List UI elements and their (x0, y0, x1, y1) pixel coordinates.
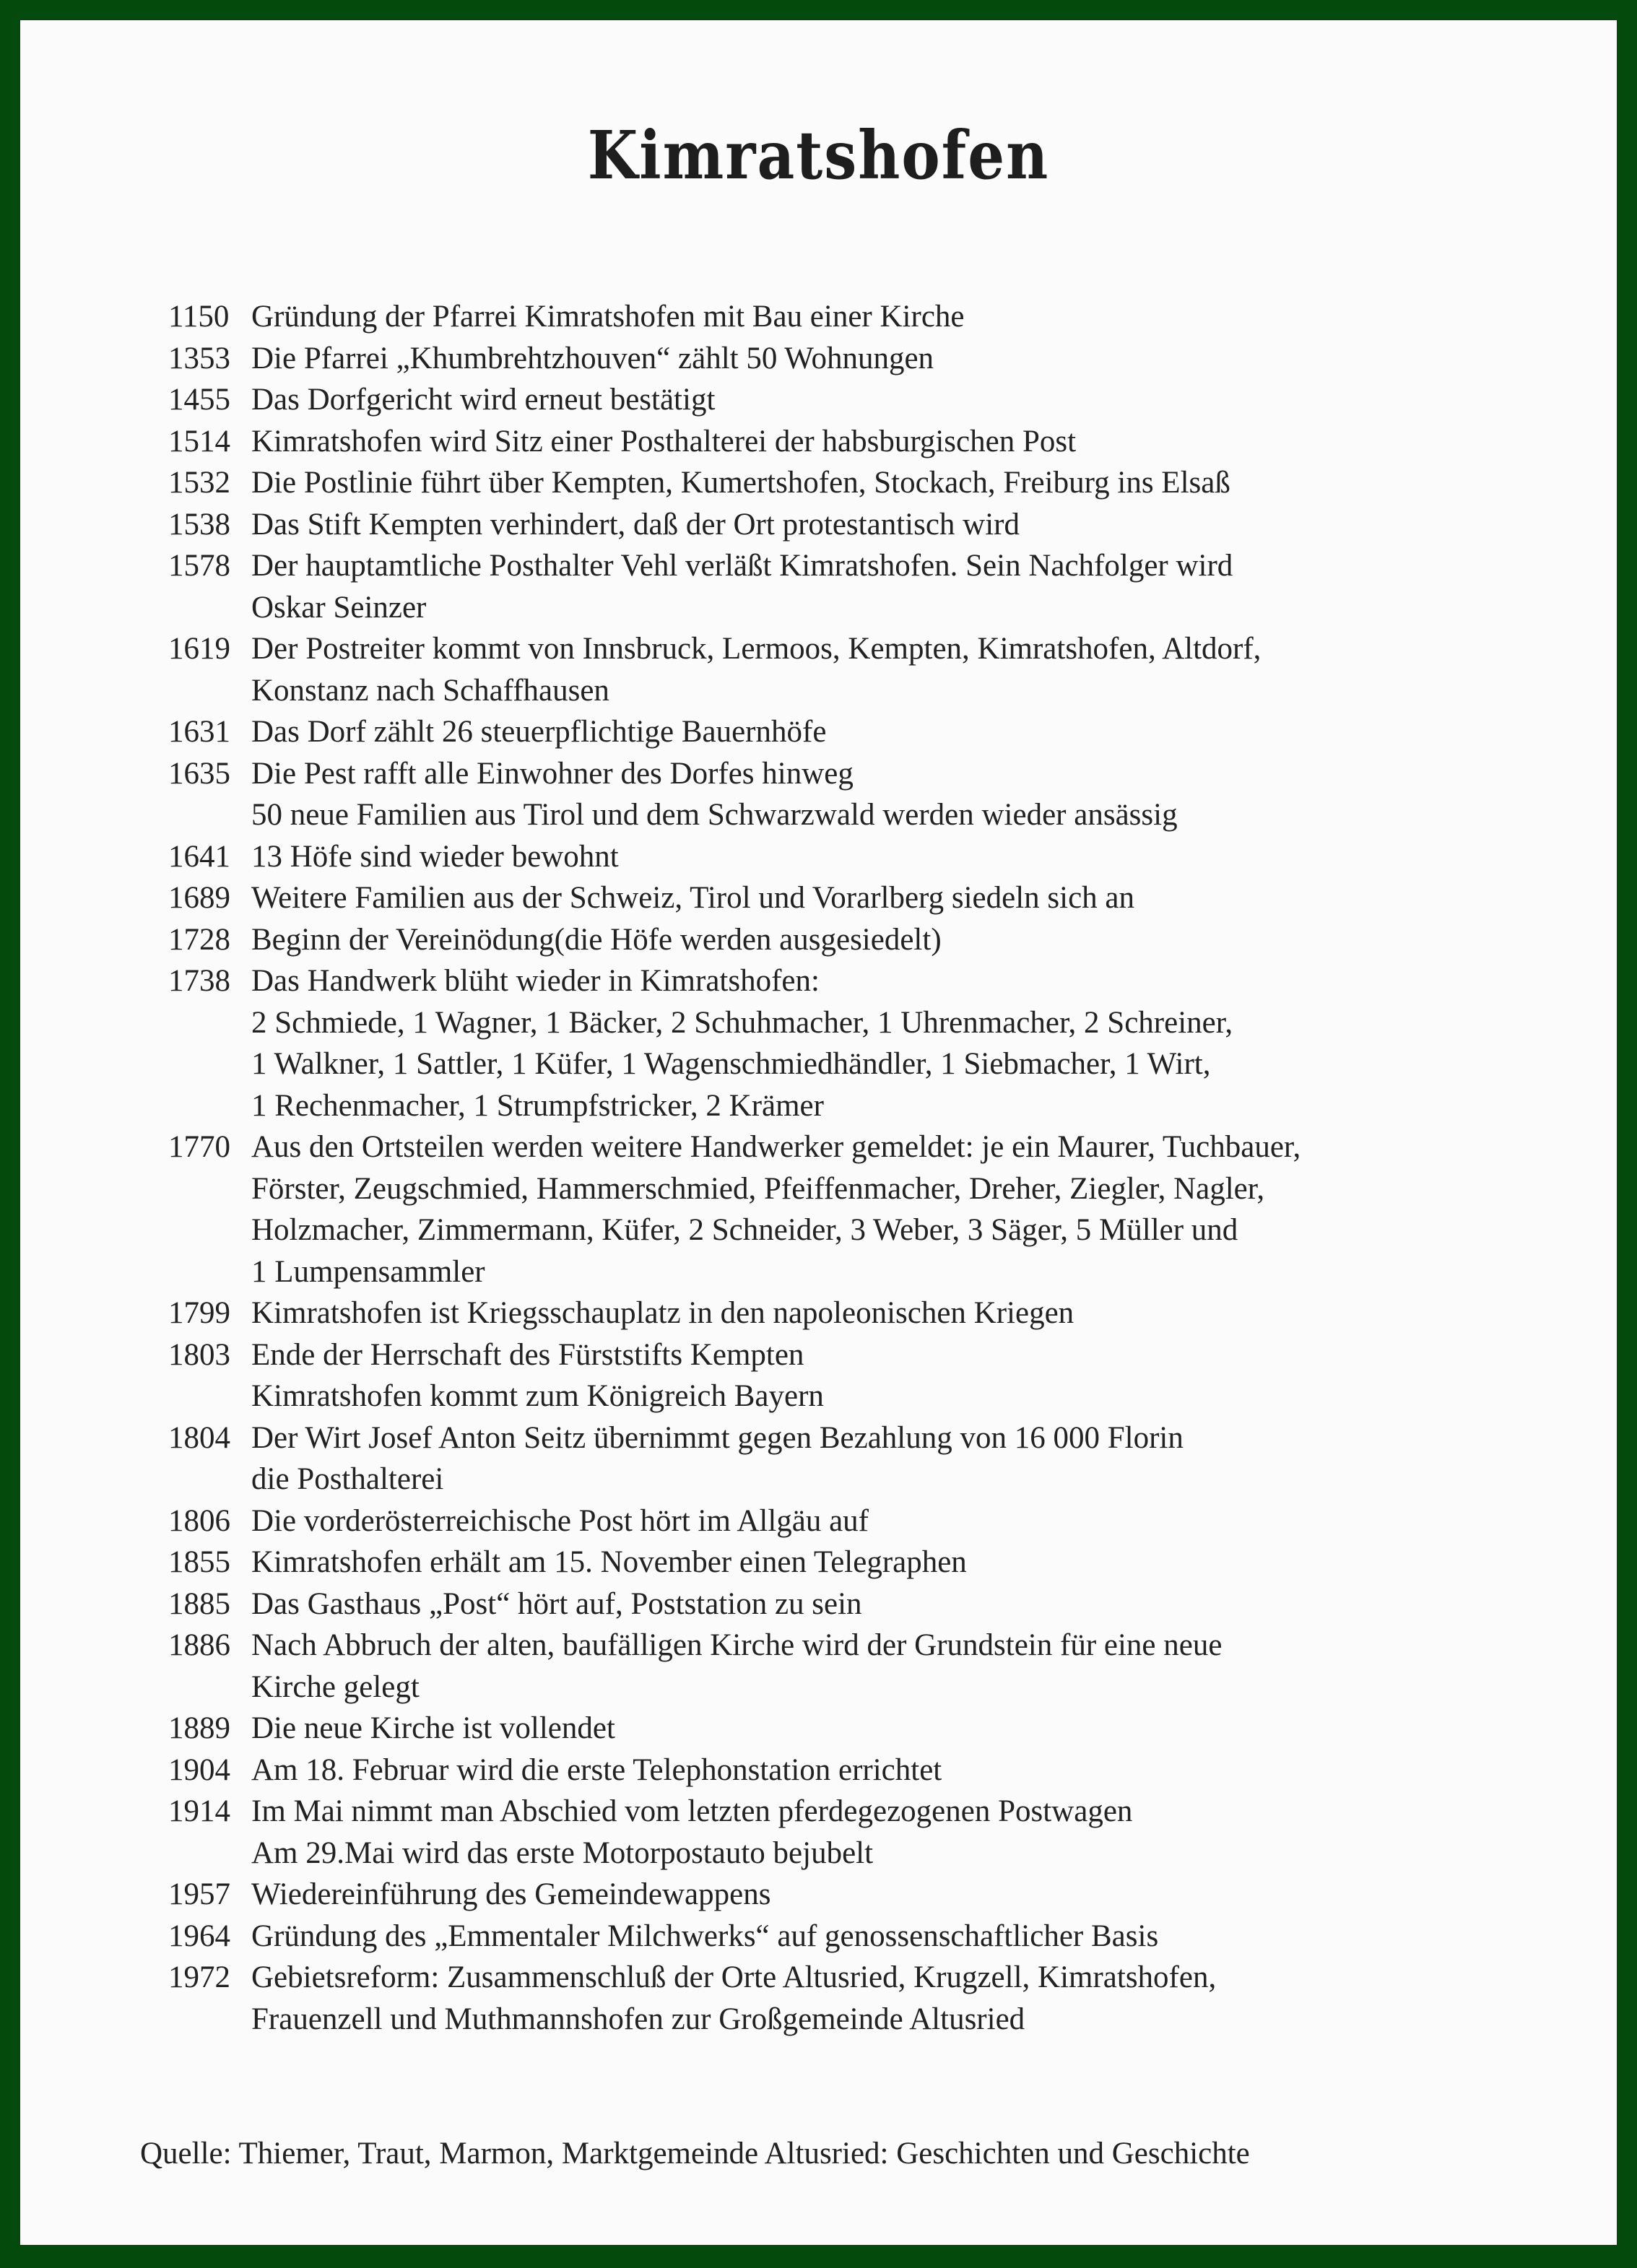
entry-line: 1 Rechenmacher, 1 Strumpfstricker, 2 Krämer (251, 1088, 824, 1123)
entry-text (251, 1334, 1553, 1417)
timeline-entry (144, 421, 1553, 463)
entry-text (251, 504, 1553, 546)
entry-line: Die Postlinie führt über Kempten, Kumertshofen, Stockach, Freiburg ins Elsaß (251, 466, 1230, 500)
entry-text (251, 836, 1553, 878)
entry-text (251, 1126, 1553, 1292)
entry-year: 1738 (168, 964, 230, 998)
entry-line: Aus den Ortsteilen werden weitere Handwerker gemeldet: je ein Maurer, Tuchbauer, (251, 1130, 1301, 1164)
entry-year: 1353 (168, 341, 230, 375)
entry-line: Am 18. Februar wird die erste Telephonstation errichtet (251, 1752, 942, 1787)
timeline-entry (144, 504, 1553, 546)
entry-text (251, 338, 1553, 380)
entry-line: Die Pest rafft alle Einwohner des Dorfes hinweg (251, 756, 854, 791)
timeline-entry (144, 1750, 1553, 1791)
entry-year: 1455 (168, 383, 230, 417)
entry-line: Kimratshofen wird Sitz einer Posthalterei der habsburgischen Post (251, 424, 1077, 459)
timeline-entry (144, 960, 1553, 1126)
entry-text (251, 1750, 1553, 1791)
entry-text (251, 1708, 1553, 1750)
entry-year: 1885 (168, 1586, 230, 1621)
entry-year: 1957 (168, 1877, 230, 1911)
entry-text (251, 1957, 1553, 2040)
entry-line: Das Dorfgericht wird erneut bestätigt (251, 383, 716, 417)
entry-line: Wiedereinführung des Gemeindewappens (251, 1877, 771, 1911)
entry-year: 1728 (168, 922, 230, 957)
entry-year: 1532 (168, 466, 230, 500)
entry-line: Förster, Zeugschmied, Hammerschmied, Pfeiffenmacher, Dreher, Ziegler, Nagler, (251, 1171, 1265, 1206)
timeline-entry (144, 1583, 1553, 1625)
entry-year: 1641 (168, 839, 230, 874)
entry-year: 1689 (168, 881, 230, 915)
entry-line: Ende der Herrschaft des Fürststifts Kempten (251, 1337, 804, 1372)
entry-text (251, 1874, 1553, 1916)
entry-year: 1578 (168, 549, 230, 583)
entry-year: 1972 (168, 1960, 230, 1994)
entry-line: Gründung des „Emmentaler Milchwerks“ auf genossenschaftlicher Basis (251, 1919, 1159, 1953)
timeline (144, 296, 1553, 2040)
entry-year: 1806 (168, 1503, 230, 1538)
timeline-entry (144, 836, 1553, 878)
timeline-entry (144, 1500, 1553, 1542)
entry-line: 50 neue Familien aus Tirol und dem Schwarzwald werden wieder ansässig (251, 798, 1178, 832)
entry-line: Am 29.Mai wird das erste Motorpostauto bejubelt (251, 1835, 874, 1870)
entry-line: Frauenzell und Muthmannshofen zur Großgemeinde Altusried (251, 2002, 1025, 2036)
entry-year: 1889 (168, 1711, 230, 1745)
timeline-entry (144, 1874, 1553, 1916)
entry-text (251, 1916, 1553, 1958)
entry-line: Konstanz nach Schaffhausen (251, 673, 609, 708)
entry-line: die Posthalterei (251, 1462, 444, 1496)
entry-line: Kirche gelegt (251, 1669, 420, 1704)
entry-text (251, 1500, 1553, 1542)
entry-text (251, 1417, 1553, 1500)
timeline-entry (144, 1625, 1553, 1708)
entry-text (251, 421, 1553, 463)
timeline-entry (144, 1708, 1553, 1750)
entry-year: 1799 (168, 1296, 230, 1330)
entry-line: Das Dorf zählt 26 steuerpflichtige Bauernhöfe (251, 715, 827, 749)
entry-line: Die vorderösterreichische Post hört im Allgäu auf (251, 1503, 869, 1538)
timeline-entry (144, 1916, 1553, 1958)
timeline-entry (144, 1957, 1553, 2040)
timeline-entry (144, 1334, 1553, 1417)
entry-line: Im Mai nimmt man Abschied vom letzten pferdegezogenen Postwagen (251, 1794, 1133, 1828)
entry-year: 1770 (168, 1130, 230, 1164)
entry-line: 13 Höfe sind wieder bewohnt (251, 839, 619, 874)
entry-year: 1631 (168, 715, 230, 749)
entry-line: Oskar Seinzer (251, 590, 427, 625)
entry-text (251, 545, 1553, 628)
entry-text (251, 462, 1553, 504)
entry-year: 1538 (168, 507, 230, 542)
entry-line: Kimratshofen ist Kriegsschauplatz in den napoleonischen Kriegen (251, 1296, 1074, 1330)
entry-line: 1 Lumpensammler (251, 1254, 485, 1289)
source-citation: Quelle: Thiemer, Traut, Marmon, Marktgemeinde Altusried: Geschichten und Geschichte (140, 2137, 1250, 2171)
entry-line: Die Pfarrei „Khumbrehtzhouven“ zählt 50 Wohnungen (251, 341, 934, 375)
entry-line: Der Postreiter kommt von Innsbruck, Lermoos, Kempten, Kimratshofen, Altdorf, (251, 632, 1262, 666)
entry-text (251, 919, 1553, 961)
entry-line: Das Gasthaus „Post“ hört auf, Poststation zu sein (251, 1586, 862, 1621)
entry-text (251, 379, 1553, 421)
entry-line: Kimratshofen kommt zum Königreich Bayern (251, 1379, 824, 1413)
entry-text (251, 628, 1553, 711)
timeline-entry (144, 1417, 1553, 1500)
document-title: Kimratshofen (587, 116, 1050, 195)
entry-line: Holzmacher, Zimmermann, Küfer, 2 Schneider, 3 Weber, 3 Säger, 5 Müller und (251, 1213, 1238, 1247)
timeline-entry (144, 379, 1553, 421)
entry-line: Beginn der Vereinödung(die Höfe werden ausgesiedelt) (251, 922, 942, 957)
entry-line: Gebietsreform: Zusammenschluß der Orte Altusried, Krugzell, Kimratshofen, (251, 1960, 1217, 1994)
timeline-entry (144, 753, 1553, 836)
entry-year: 1150 (168, 300, 230, 334)
timeline-entry (144, 338, 1553, 380)
entry-text (251, 877, 1553, 919)
timeline-entry (144, 877, 1553, 919)
timeline-entry (144, 296, 1553, 338)
entry-line: Kimratshofen erhält am 15. November einen Telegraphen (251, 1545, 967, 1579)
entry-year: 1514 (168, 424, 230, 459)
timeline-entry (144, 462, 1553, 504)
entry-line: 1 Walkner, 1 Sattler, 1 Küfer, 1 Wagenschmiedhändler, 1 Siebmacher, 1 Wirt, (251, 1047, 1211, 1081)
entry-text (251, 296, 1553, 338)
entry-year: 1914 (168, 1794, 230, 1828)
entry-text (251, 753, 1553, 836)
entry-line: Das Handwerk blüht wieder in Kimratshofen: (251, 964, 820, 998)
entry-year: 1803 (168, 1337, 230, 1372)
entry-line: Der Wirt Josef Anton Seitz übernimmt gegen Bezahlung von 16 000 Florin (251, 1420, 1184, 1455)
entry-text (251, 1791, 1553, 1874)
entry-line: Nach Abbruch der alten, baufälligen Kirche wird der Grundstein für eine neue (251, 1628, 1223, 1662)
entry-text (251, 711, 1553, 753)
timeline-entry (144, 1542, 1553, 1583)
timeline-entry (144, 545, 1553, 628)
timeline-entry (144, 1791, 1553, 1874)
entry-line: Die neue Kirche ist vollendet (251, 1711, 615, 1745)
timeline-entry (144, 711, 1553, 753)
entry-text (251, 1542, 1553, 1583)
entry-line: 2 Schmiede, 1 Wagner, 1 Bäcker, 2 Schuhmacher, 1 Uhrenmacher, 2 Schreiner, (251, 1005, 1233, 1040)
entry-text (251, 1583, 1553, 1625)
entry-year: 1619 (168, 632, 230, 666)
entry-line: Weitere Familien aus der Schweiz, Tirol und Vorarlberg siedeln sich an (251, 881, 1135, 915)
entry-line: Das Stift Kempten verhindert, daß der Ort protestantisch wird (251, 507, 1020, 542)
entry-year: 1886 (168, 1628, 230, 1662)
entry-year: 1904 (168, 1752, 230, 1787)
entry-year: 1635 (168, 756, 230, 791)
entry-text (251, 1625, 1553, 1708)
entry-line: Gründung der Pfarrei Kimratshofen mit Bau einer Kirche (251, 300, 965, 334)
timeline-entry (144, 1126, 1553, 1292)
entry-text (251, 960, 1553, 1126)
entry-year: 1855 (168, 1545, 230, 1579)
entry-year: 1964 (168, 1919, 230, 1953)
entry-line: Der hauptamtliche Posthalter Vehl verläßt Kimratshofen. Sein Nachfolger wird (251, 549, 1233, 583)
document-page (20, 20, 1617, 2245)
timeline-entry (144, 919, 1553, 961)
timeline-entry (144, 628, 1553, 711)
timeline-entry (144, 1292, 1553, 1334)
entry-year: 1804 (168, 1420, 230, 1455)
entry-text (251, 1292, 1553, 1334)
